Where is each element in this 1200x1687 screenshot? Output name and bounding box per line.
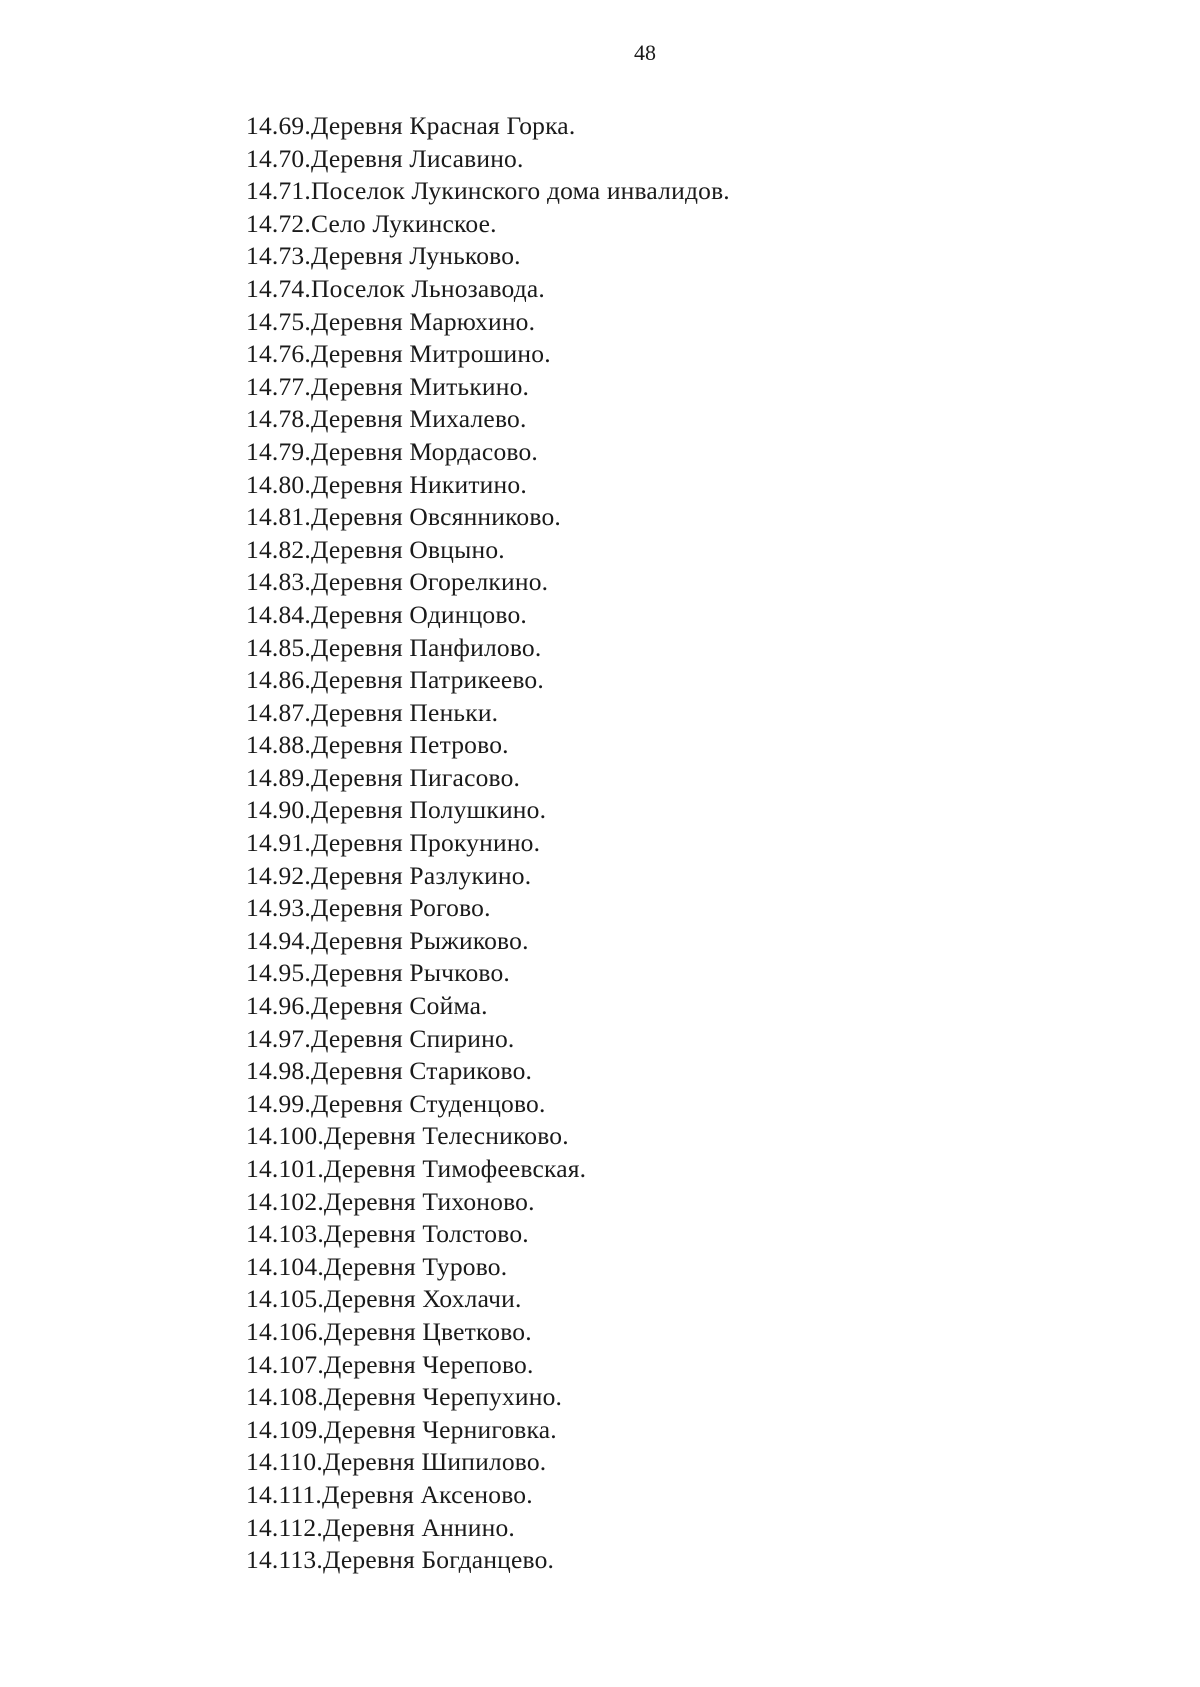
item-number: 14.103. <box>246 1219 324 1249</box>
item-text: Деревня Овцыно. <box>310 534 505 564</box>
list-item <box>246 1414 730 1447</box>
item-text: Деревня Митькино. <box>310 371 530 401</box>
list-item <box>246 175 730 208</box>
list-item <box>246 1544 730 1577</box>
item-text: Деревня Аннино. <box>322 1512 515 1542</box>
list-item <box>246 827 730 860</box>
item-text: Деревня Черепухино. <box>323 1382 563 1412</box>
item-number: 14.89. <box>246 762 311 792</box>
list-item <box>246 1446 730 1479</box>
item-number: 14.109. <box>246 1414 324 1444</box>
list-item <box>246 306 730 339</box>
item-text: Деревня Рогово. <box>310 893 491 923</box>
item-text: Деревня Полушкино. <box>310 795 547 825</box>
item-number: 14.96. <box>246 991 311 1021</box>
list-item <box>246 403 730 436</box>
item-number: 14.70. <box>246 143 311 173</box>
list-item <box>246 794 730 827</box>
item-number: 14.88. <box>246 730 311 760</box>
item-text: Деревня Разлукино. <box>310 860 532 890</box>
item-number: 14.105. <box>246 1284 324 1314</box>
list-item <box>246 957 730 990</box>
list-item <box>246 501 730 534</box>
list-item <box>246 632 730 665</box>
list-item <box>246 469 730 502</box>
list-item <box>246 1381 730 1414</box>
list-item <box>246 1088 730 1121</box>
item-text: Деревня Мордасово. <box>310 436 538 466</box>
item-text: Деревня Лисавино. <box>310 143 524 173</box>
item-text: Деревня Никитино. <box>310 469 527 499</box>
item-number: 14.78. <box>246 404 311 434</box>
list-item <box>246 925 730 958</box>
item-number: 14.76. <box>246 339 311 369</box>
list-item <box>246 208 730 241</box>
list-item <box>246 1186 730 1219</box>
item-text: Деревня Черниговка. <box>323 1414 557 1444</box>
list-item <box>246 1479 730 1512</box>
item-number: 14.113. <box>246 1545 323 1575</box>
list-item <box>246 1055 730 1088</box>
item-text: Село Лукинское. <box>310 208 497 238</box>
list-item <box>246 338 730 371</box>
item-number: 14.102. <box>246 1186 324 1216</box>
item-number: 14.110. <box>246 1447 323 1477</box>
list-item <box>246 436 730 469</box>
item-text: Деревня Сойма. <box>310 991 488 1021</box>
list-item <box>246 892 730 925</box>
item-number: 14.99. <box>246 1088 311 1118</box>
list-item <box>246 762 730 795</box>
item-number: 14.84. <box>246 599 311 629</box>
item-number: 14.75. <box>246 306 311 336</box>
list-item <box>246 534 730 567</box>
item-text: Деревня Черепово. <box>323 1349 534 1379</box>
item-text: Деревня Одинцово. <box>310 599 527 629</box>
item-text: Деревня Толстово. <box>323 1219 529 1249</box>
item-text: Деревня Марюхино. <box>310 306 536 336</box>
item-number: 14.100. <box>246 1121 324 1151</box>
item-text: Деревня Цветково. <box>323 1316 532 1346</box>
item-number: 14.106. <box>246 1316 324 1346</box>
item-text: Деревня Спирино. <box>310 1023 515 1053</box>
item-text: Поселок Лукинского дома инвалидов. <box>310 176 730 206</box>
item-number: 14.95. <box>246 958 311 988</box>
item-text: Деревня Михалево. <box>310 404 527 434</box>
list-item <box>246 990 730 1023</box>
item-number: 14.111. <box>246 1479 323 1509</box>
item-number: 14.81. <box>246 502 311 532</box>
item-text: Деревня Прокунино. <box>310 828 541 858</box>
item-number: 14.80. <box>246 469 311 499</box>
list-item <box>246 599 730 632</box>
item-number: 14.98. <box>246 1056 311 1086</box>
item-text: Деревня Аксеново. <box>322 1479 533 1509</box>
item-text: Деревня Хохлачи. <box>323 1284 522 1314</box>
item-number: 14.94. <box>246 925 311 955</box>
item-number: 14.86. <box>246 665 311 695</box>
list-item <box>246 273 730 306</box>
item-number: 14.93. <box>246 893 311 923</box>
item-text: Деревня Пигасово. <box>310 762 521 792</box>
list-item <box>246 240 730 273</box>
item-number: 14.91. <box>246 828 311 858</box>
list-item <box>246 1251 730 1284</box>
list-item <box>246 697 730 730</box>
item-number: 14.104. <box>246 1251 324 1281</box>
item-text: Деревня Луньково. <box>310 241 521 271</box>
item-number: 14.77. <box>246 371 311 401</box>
list-item <box>246 566 730 599</box>
list-item <box>246 664 730 697</box>
list-item <box>246 729 730 762</box>
item-text: Деревня Петрово. <box>310 730 509 760</box>
item-text: Деревня Рычково. <box>310 958 511 988</box>
item-number: 14.82. <box>246 534 311 564</box>
item-number: 14.74. <box>246 273 311 303</box>
list-item <box>246 1023 730 1056</box>
page-number: 48 <box>634 40 656 65</box>
item-number: 14.79. <box>246 436 311 466</box>
item-text: Деревня Шипилово. <box>322 1447 547 1477</box>
item-text: Деревня Пеньки. <box>310 697 499 727</box>
list-item <box>246 1349 730 1382</box>
item-number: 14.83. <box>246 567 311 597</box>
item-number: 14.73. <box>246 241 311 271</box>
item-number: 14.97. <box>246 1023 311 1053</box>
item-text: Деревня Тихоново. <box>323 1186 535 1216</box>
item-number: 14.69. <box>246 111 311 140</box>
item-number: 14.90. <box>246 795 311 825</box>
list-item <box>246 110 730 143</box>
item-text: Деревня Турово. <box>323 1251 508 1281</box>
item-number: 14.108. <box>246 1382 324 1412</box>
item-number: 14.112. <box>246 1512 323 1542</box>
settlement-list <box>246 110 730 1577</box>
item-number: 14.72. <box>246 208 311 238</box>
list-item <box>246 143 730 176</box>
list-item <box>246 1153 730 1186</box>
list-item <box>246 371 730 404</box>
item-text: Деревня Панфилово. <box>310 632 542 662</box>
item-text: Деревня Красная Горка. <box>310 111 576 140</box>
item-text: Деревня Митрошино. <box>310 339 551 369</box>
item-text: Деревня Телесниково. <box>323 1121 569 1151</box>
list-item <box>246 1512 730 1545</box>
item-number: 14.92. <box>246 860 311 890</box>
item-number: 14.85. <box>246 632 311 662</box>
item-text: Деревня Огорелкино. <box>310 567 549 597</box>
item-number: 14.87. <box>246 697 311 727</box>
item-text: Поселок Льнозавода. <box>310 273 546 303</box>
list-item <box>246 860 730 893</box>
list-item <box>246 1218 730 1251</box>
item-text: Деревня Овсянниково. <box>310 502 561 532</box>
item-number: 14.71. <box>246 176 311 206</box>
item-number: 14.101. <box>246 1154 324 1183</box>
item-text: Деревня Стариково. <box>310 1056 533 1086</box>
list-item <box>246 1283 730 1316</box>
list-item <box>246 1120 730 1153</box>
item-text: Деревня Патрикеево. <box>310 665 544 695</box>
item-text: Деревня Тимофеевская. <box>323 1154 587 1183</box>
item-text: Деревня Рыжиково. <box>310 925 529 955</box>
item-text: Деревня Студенцово. <box>310 1088 546 1118</box>
item-number: 14.107. <box>246 1349 324 1379</box>
item-text: Деревня Богданцево. <box>322 1545 555 1575</box>
list-item <box>246 1316 730 1349</box>
